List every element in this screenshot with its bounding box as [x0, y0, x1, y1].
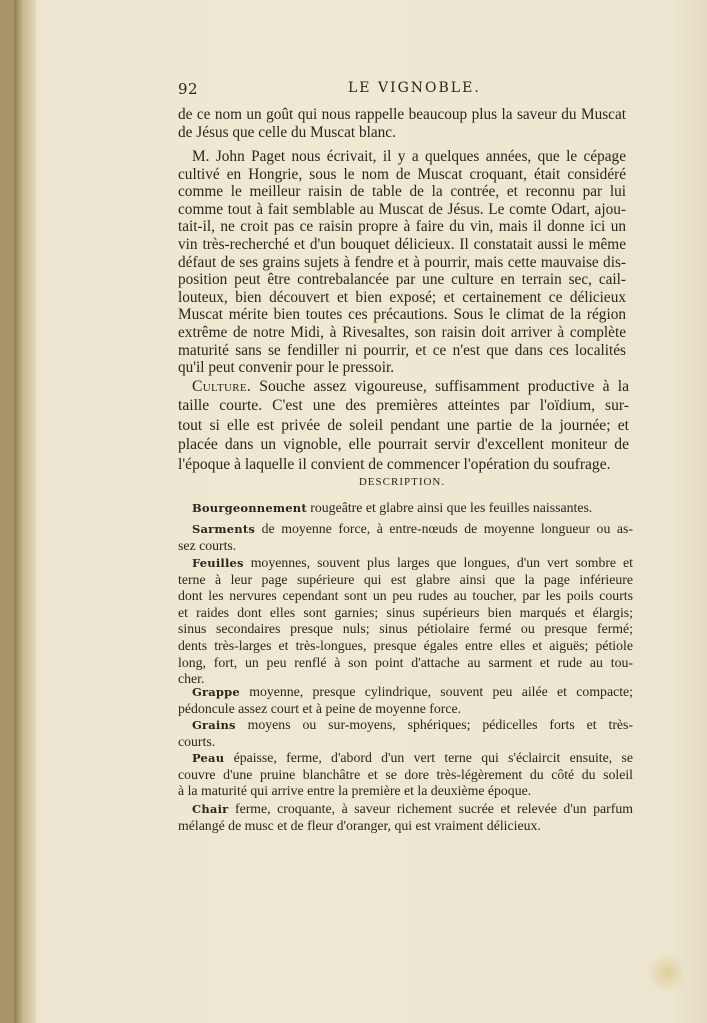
description-term: Peau [192, 751, 225, 765]
text-line: tout si elle est privée de soleil pendant une partie de la journée; et [178, 416, 629, 434]
description-term: Chair [192, 802, 229, 816]
text-line: tait-il, ne croit pas ce raisin propre à faire du vin, mais il donne ici un [178, 218, 626, 236]
text-line: défaut de ses grains sujets à fendre et à pourrir, mais cette mauvaise dis- [178, 253, 626, 271]
paper-stain [647, 953, 687, 993]
page-gutter-shadow [14, 0, 36, 1023]
text-run: épaisse, ferme, d'abord d'un vert terne qui s'éclaircit ensuite, se [224, 750, 633, 765]
text-line: position peut être contrebalancée par une culture en terrain sec, cail- [178, 271, 626, 289]
text-line: comme tout à fait semblable au Muscat de Jésus. Le comte Odart, ajou- [178, 200, 626, 218]
description-item-peau [178, 750, 633, 800]
text-line: cultivé en Hongrie, sous le nom de Muscat croquant, était considéré [178, 165, 626, 183]
text-run: rougeâtre et glabre ainsi que les feuilles naissantes. [306, 500, 593, 515]
text-run: moyennes, souvent plus larges que longues, d'un vert sombre et [243, 555, 633, 570]
text-line: sinus secondaires presque nuls; sinus pétiolaire fermé ou presque fermé; [178, 621, 633, 637]
text-line: et raides dont elles sont garnies; sinus supérieurs bien marqués et élargis; [178, 604, 633, 620]
description-item-bourgeonnement [178, 500, 633, 517]
description-item-feuilles [178, 555, 633, 688]
description-term: Grains [192, 718, 236, 732]
text-line: qu'il peut convenir pour le pressoir. [178, 359, 395, 377]
text-line: louteux, bien découvert et bien exposé; et certainement ce délicieux [178, 288, 626, 306]
text-line [178, 377, 629, 396]
text-line: M. John Paget nous écrivait, il y a quelques années, que le cépage [192, 148, 626, 165]
description-item-sarments [178, 521, 633, 554]
text-line: mélangé de musc et de fleur d'oranger, qui est vraiment délicieux. [178, 817, 541, 833]
text-line: placée dans un vignoble, elle pourrait servir d'excellent moniteur de [178, 436, 629, 454]
text-line [178, 717, 633, 734]
text-line [178, 521, 633, 538]
description-term: Grappe [192, 685, 240, 699]
text-line: couvre d'une pruine blanchâtre et se dore très-légèrement du côté du soleil [178, 766, 633, 782]
text-line: taille courte. C'est une des premières atteintes par l'oïdium, sur- [178, 397, 629, 415]
description-item-grappe [178, 684, 633, 717]
text-run: moyenne, presque cylindrique, souvent peu ailée et compacte; [239, 684, 633, 699]
text-line: comme le meilleur raisin de table de la contrée, et reconnu par lui [178, 183, 626, 201]
text-line [178, 750, 633, 767]
text-line: de Jésus que celle du Muscat blanc. [178, 123, 396, 141]
text-line: maturité sans se fendiller ni pourrir, et ce n'est que dans ces localités [178, 341, 626, 359]
text-line: vin très-recherché et d'un bouquet délicieux. Il constatait aussi le même [178, 235, 626, 253]
text-line [178, 500, 633, 517]
text-run: ferme, croquante, à saveur richement sucrée et relevée d'un parfum [228, 801, 633, 816]
description-item-chair [178, 801, 633, 834]
text-line: long, fort, un peu renflé à son point d'attache au sarment et rude au tou- [178, 654, 633, 670]
text-line: Muscat mérite bien toutes ces précautions. Sous le climat de la région [178, 306, 626, 324]
text-line [178, 801, 633, 818]
text-line: dents très-larges et très-longues, presque égales entre elles et aiguës; pétiole [178, 637, 633, 653]
text-line: courts. [178, 733, 216, 749]
text-line: extrême de notre Midi, à Rivesaltes, son raisin doit arriver à complète [178, 323, 626, 341]
description-item-grains [178, 717, 633, 750]
text-line [178, 684, 633, 701]
culture-label: Culture. [192, 378, 252, 395]
text-line [178, 555, 633, 572]
culture-paragraph [178, 377, 629, 474]
text-line: dont les nervures cependant sont un peu rudes au toucher, par les poils courts [178, 588, 633, 604]
text-run: moyens ou sur-moyens, sphériques; pédicelles forts et très- [235, 717, 633, 732]
text-line: terne à leur page supérieure qui est glabre ainsi que la page inférieure [178, 571, 633, 587]
description-heading: DESCRIPTION. [358, 476, 446, 488]
text-run: de moyenne force, à entre-nœuds de moyenne longueur ou as- [255, 521, 633, 536]
description-term: Feuilles [192, 556, 244, 570]
text-run: Souche assez vigoureuse, suffisamment productive à la [251, 378, 629, 395]
running-title: LE VIGNOBLE. [348, 80, 481, 96]
text-line: pédoncule assez court et à peine de moyenne force. [178, 700, 462, 716]
paragraph-continuation [178, 106, 626, 141]
text-line: l'époque à laquelle il convient de commencer l'opération du soufrage. [178, 455, 611, 473]
description-term: Sarments [192, 522, 256, 536]
description-term: Bourgeonnement [192, 501, 307, 515]
paragraph-paget [178, 148, 626, 377]
text-line: sez courts. [178, 537, 237, 553]
page-number: 92 [178, 80, 199, 98]
text-line: cher. [178, 671, 205, 687]
text-line: de ce nom un goût qui nous rappelle beaucoup plus la saveur du Muscat [178, 106, 626, 123]
text-line: à la maturité qui arrive entre la première et la deuxième époque. [178, 783, 532, 799]
page-header [178, 80, 638, 102]
